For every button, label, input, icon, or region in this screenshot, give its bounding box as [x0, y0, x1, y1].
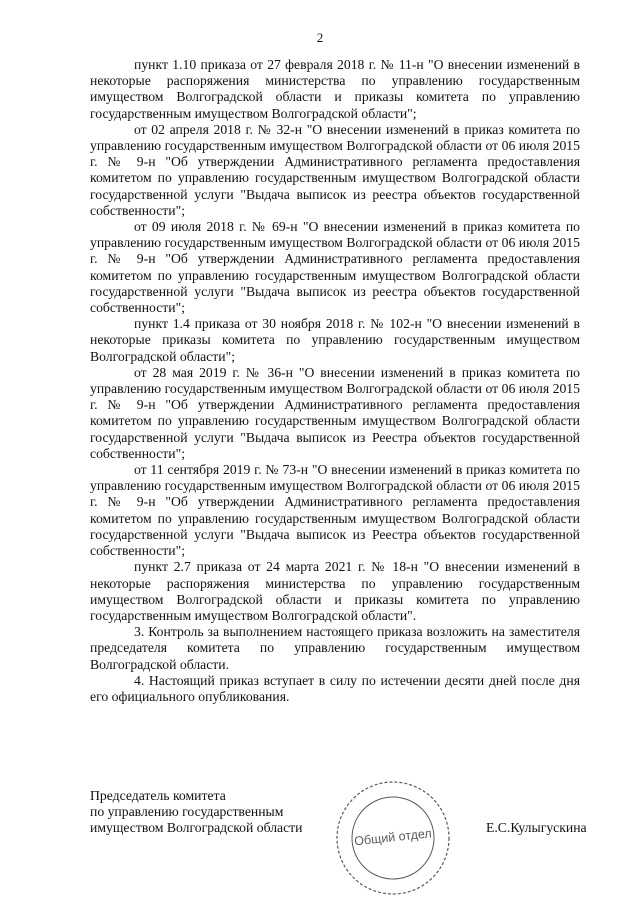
department-stamp [333, 778, 453, 898]
paragraph-4: пункт 1.4 приказа от 30 ноября 2018 г. № 102-н "О внесении изменений в некоторые приказы комитета по управлению государственным имуществом Волгоградской области"; [90, 316, 580, 364]
paragraph-5: от 28 мая 2019 г. № 36-н "О внесении изменений в приказ комитета по управлению государственным имуществом Волгоградской области от 06 июля 2015 г. № 9-н "Об утверждении Административного регламента предоставления комитетом по управлению государственным имуществом Волгоградской области государственной услуги "Выдача выписок из Реестра объектов государственной собственности"; [90, 364, 580, 461]
signature-position [90, 788, 350, 837]
document-body [90, 57, 580, 705]
paragraph-7: пункт 2.7 приказа от 24 марта 2021 г. № 18-н "О внесении изменений в некоторые распоряжения министерства по управлению государственным имуществом Волгоградской области и приказы комитета по управлению государственным имуществом Волгоградской области". [90, 559, 580, 623]
signer-name: Е.С.Кулыгускина [486, 820, 587, 835]
paragraph-6: от 11 сентября 2019 г. № 73-н "О внесении изменений в приказ комитета по управлению государственным имуществом Волгоградской области от 06 июля 2015 г. № 9-н "Об утверждении Административного регламента предоставления комитетом по управлению государственным имуществом Волгоградской области государственной услуги "Выдача выписок из Реестра объектов государственной собственности"; [90, 462, 580, 559]
position-line-3: имуществом Волгоградской области [90, 820, 303, 836]
paragraph-2: от 02 апреля 2018 г. № 32-н "О внесении изменений в приказ комитета по управлению государственным имуществом Волгоградской области от 06 июля 2015 г. № 9-н "Об утверждении Административного регламента предоставления комитетом по управлению государственным имуществом Волгоградской области государственной услуги "Выдача выписок из реестра объектов государственной собственности"; [90, 121, 580, 218]
page-number: 2 [316, 30, 324, 45]
paragraph-8-control: 3. Контроль за выполнением настоящего приказа возложить на заместителя председателя комитета по управлению государственным имуществом Волгоградской области. [90, 624, 580, 672]
paragraph-3: от 09 июля 2018 г. № 69-н "О внесении изменений в приказ комитета по управлению государственным имуществом Волгоградской области от 06 июля 2015 г. № 9-н "Об утверждении Административного регламента предоставления комитетом по управлению государственным имуществом Волгоградской области государственной услуги "Выдача выписок из реестра объектов государственной собственности"; [90, 219, 580, 316]
position-line-2: по управлению государственным [90, 804, 284, 820]
paragraph-9-effect: 4. Настоящий приказ вступает в силу по истечении десяти дней после дня его официального опубликования. [90, 672, 580, 704]
stamp-center-text: Общий отдел [353, 826, 433, 849]
position-line-1: Председатель комитета [90, 788, 226, 803]
paragraph-1: пункт 1.10 приказа от 27 февраля 2018 г. № 11-н "О внесении изменений в некоторые распоряжения министерства по управлению государственным имуществом Волгоградской области и приказы комитета по управлению государственным имуществом Волгоградской области"; [90, 57, 580, 121]
